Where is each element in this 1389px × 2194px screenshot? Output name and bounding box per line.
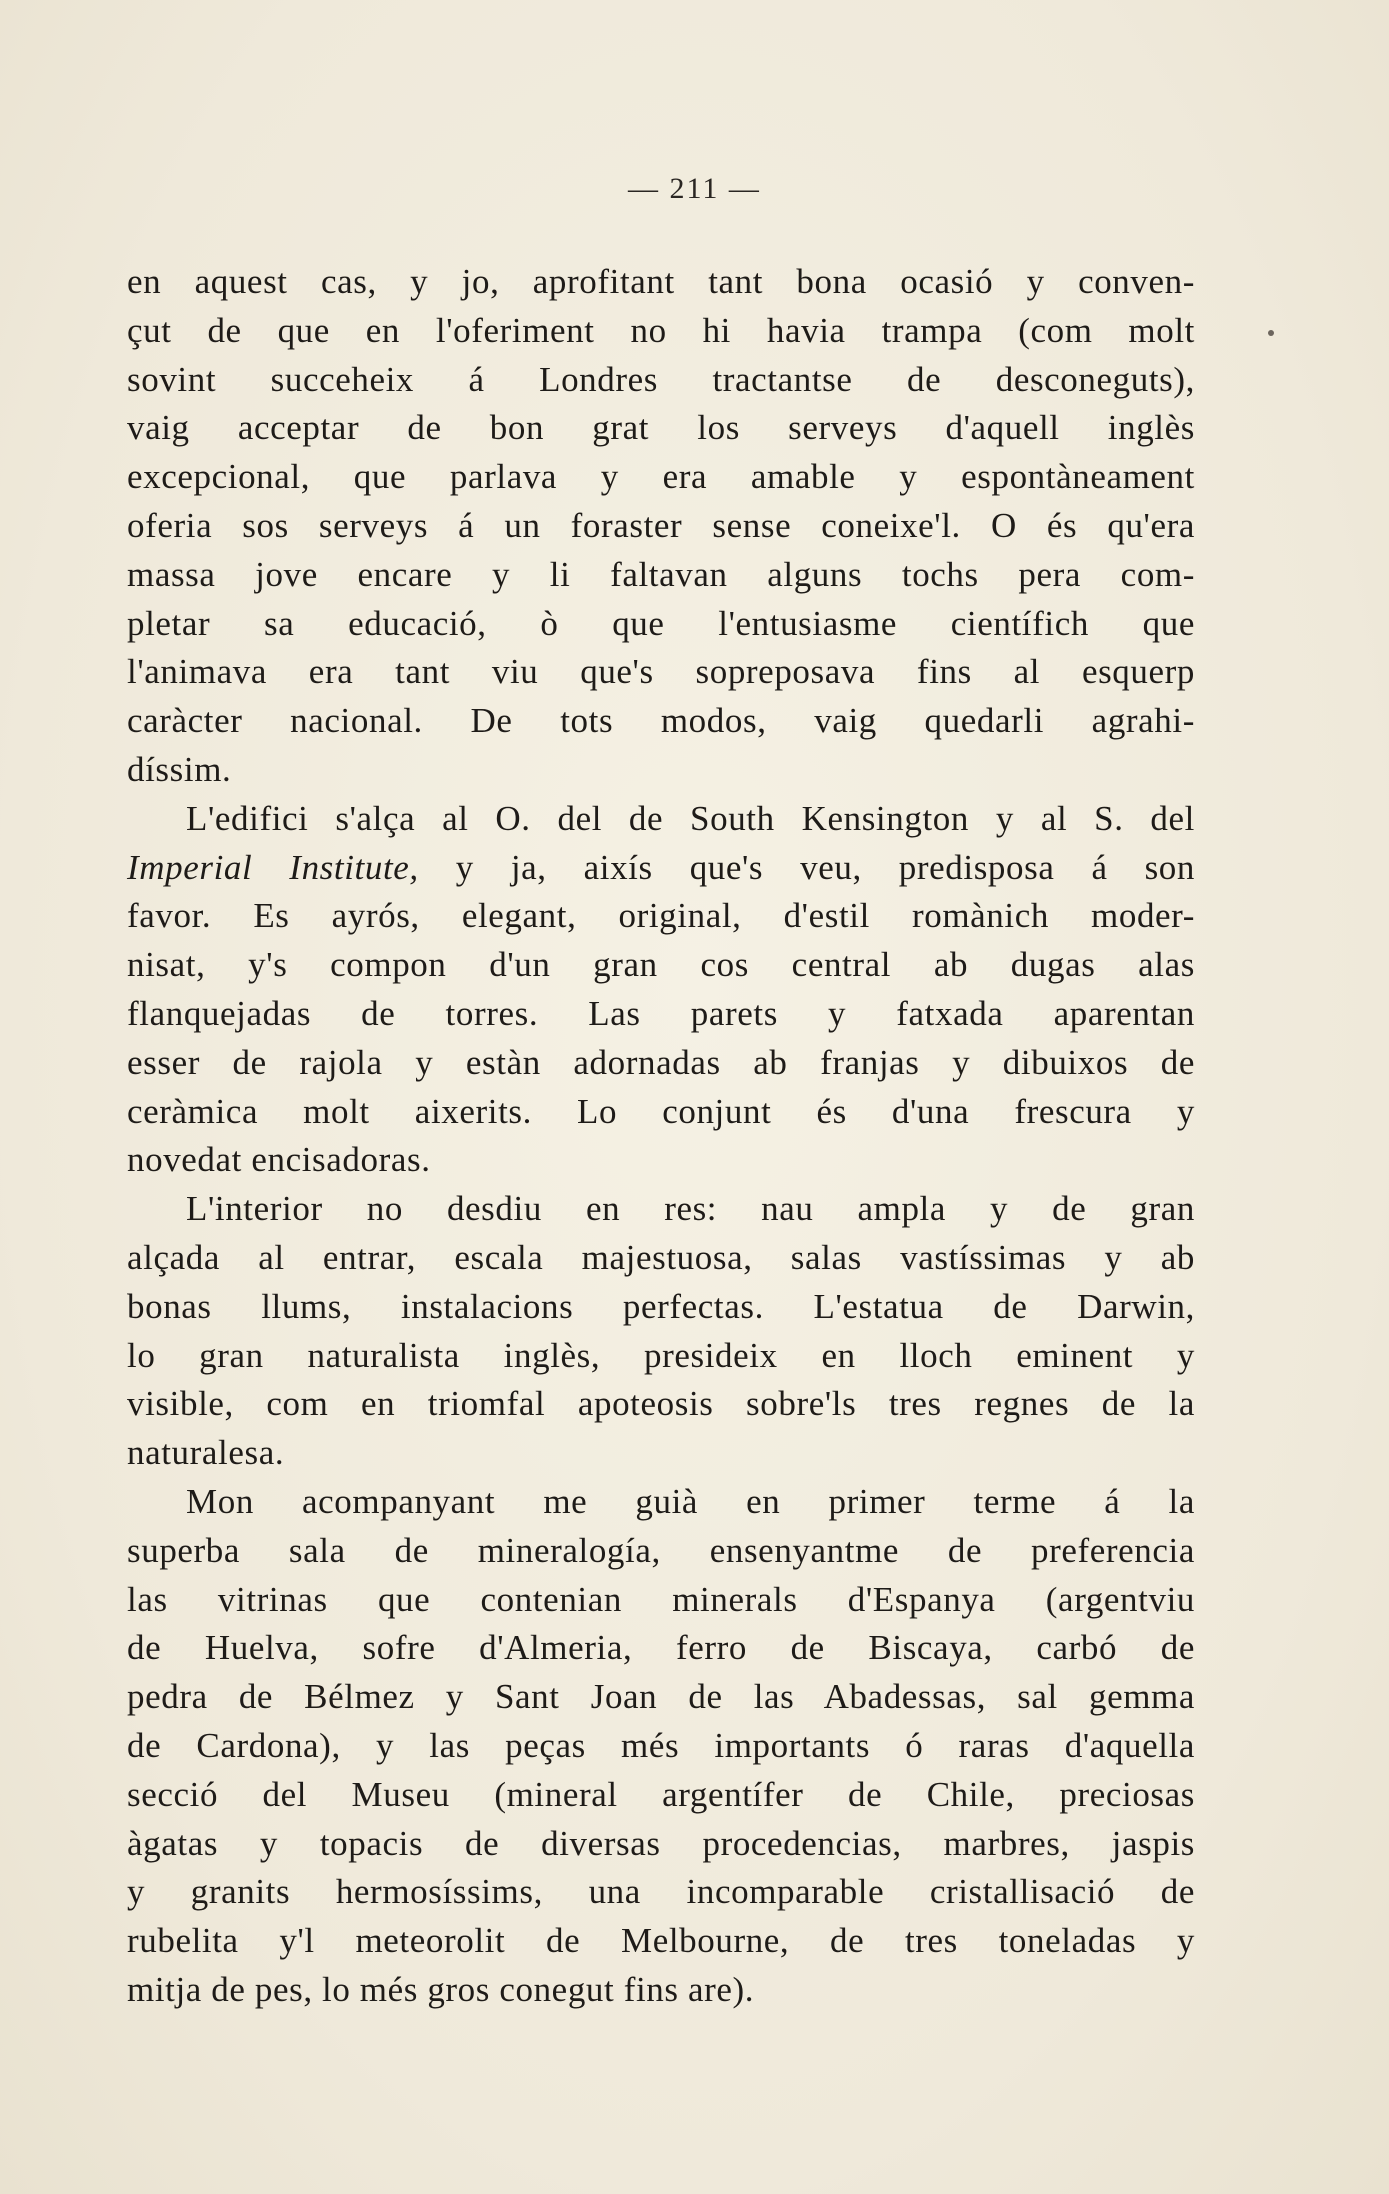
- text-line: [127, 1868, 1195, 1917]
- text-line: [127, 502, 1195, 551]
- line-text: pletar sa educació, ò que l'entusiasme científich que: [127, 603, 1195, 643]
- text-line: [127, 1966, 1195, 2015]
- text-line: [127, 1234, 1195, 1283]
- text-line: [127, 1380, 1195, 1429]
- text-line: [127, 1771, 1195, 1820]
- paragraph: [127, 1185, 1195, 1478]
- text-line: [127, 404, 1195, 453]
- line-text: l'animava era tant viu que's sopreposava fins al esquerp: [127, 652, 1195, 692]
- line-text: massa jove encare y li faltavan alguns tochs pera com-: [127, 554, 1195, 594]
- text-line: [127, 1185, 1195, 1234]
- text-line: [127, 258, 1195, 307]
- line-text: esser de rajola y estàn adornadas ab franjas y dibuixos de: [127, 1042, 1195, 1082]
- line-text: díssim.: [127, 749, 232, 789]
- text-line: [127, 1527, 1195, 1576]
- text-line: [127, 1624, 1195, 1673]
- paragraph: [127, 1478, 1195, 2015]
- text-line: [127, 1917, 1195, 1966]
- text-line: [127, 1088, 1195, 1137]
- text-line: [127, 941, 1195, 990]
- paragraph: [127, 795, 1195, 1185]
- text-line: [127, 307, 1195, 356]
- body-text: [127, 258, 1195, 2015]
- line-text: rubelita y'l meteorolit de Melbourne, de tres toneladas y: [127, 1921, 1195, 1961]
- line-text: vaig acceptar de bon grat los serveys d'aquell inglès: [127, 408, 1195, 448]
- line-text: y granits hermosíssims, una incomparable cristallisació de: [127, 1872, 1195, 1912]
- line-text: Mon acompanyant me guià en primer terme á la: [186, 1481, 1195, 1521]
- line-text: L'edifici s'alça al O. del de South Kensington y al S. del: [186, 798, 1195, 838]
- line-text: caràcter nacional. De tots modos, vaig quedarli agrahi-: [127, 701, 1195, 741]
- text-line: [127, 1136, 1195, 1185]
- text-line: [127, 600, 1195, 649]
- margin-mark: [1268, 330, 1274, 336]
- line-text: sovint succeheix á Londres tractantse de desconeguts),: [127, 359, 1195, 399]
- text-line: [127, 453, 1195, 502]
- paragraph: [127, 258, 1195, 795]
- line-text: de Cardona), y las peças més importants ó raras d'aquella: [127, 1725, 1195, 1765]
- text-line: [127, 1332, 1195, 1381]
- line-text: favor. Es ayrós, elegant, original, d'estil romànich moder-: [127, 896, 1195, 936]
- line-text: lo gran naturalista inglès, presideix en lloch eminent y: [127, 1335, 1195, 1375]
- text-line: [127, 892, 1195, 941]
- line-text: bonas llums, instalacions perfectas. L'estatua de Darwin,: [127, 1286, 1195, 1326]
- line-text: excepcional, que parlava y era amable y espontàneament: [127, 457, 1195, 497]
- text-line: [127, 1478, 1195, 1527]
- text-line: [127, 990, 1195, 1039]
- line-text: secció del Museu (mineral argentífer de Chile, preciosas: [127, 1774, 1195, 1814]
- text-line: [127, 1820, 1195, 1869]
- italic-title: Imperial Institute,: [127, 847, 419, 887]
- text-line: [127, 844, 1195, 893]
- text-line: [127, 1576, 1195, 1625]
- line-text: novedat encisadoras.: [127, 1140, 431, 1180]
- line-text: mitja de pes, lo més gros conegut fins are).: [127, 1969, 755, 2009]
- line-text: àgatas y topacis de diversas procedencias, marbres, jaspis: [127, 1823, 1195, 1863]
- text-line: [127, 1283, 1195, 1332]
- line-text: superba sala de mineralogía, ensenyantme de preferencia: [127, 1530, 1195, 1570]
- text-line: [127, 648, 1195, 697]
- line-text: L'interior no desdiu en res: nau ampla y de gran: [186, 1189, 1195, 1229]
- line-text: flanquejadas de torres. Las parets y fatxada aparentan: [127, 993, 1195, 1033]
- page-number: — 211 —: [628, 172, 761, 205]
- text-line: [127, 746, 1195, 795]
- line-text: alçada al entrar, escala majestuosa, salas vastíssimas y ab: [127, 1237, 1195, 1277]
- text-line: [127, 551, 1195, 600]
- line-text: en aquest cas, y jo, aprofitant tant bona ocasió y conven-: [127, 262, 1195, 301]
- text-line: [127, 1673, 1195, 1722]
- line-text: y ja, aixís que's veu, predisposa á son: [418, 847, 1195, 887]
- text-line: [127, 697, 1195, 746]
- line-text: de Huelva, sofre d'Almeria, ferro de Biscaya, carbó de: [127, 1628, 1195, 1668]
- text-line: [127, 356, 1195, 405]
- line-text: ceràmica molt aixerits. Lo conjunt és d'una frescura y: [127, 1091, 1195, 1131]
- text-line: [127, 1429, 1195, 1478]
- line-text: pedra de Bélmez y Sant Joan de las Abadessas, sal gemma: [127, 1677, 1195, 1717]
- line-text: nisat, y's compon d'un gran cos central ab dugas alas: [127, 945, 1195, 985]
- line-text: naturalesa.: [127, 1433, 285, 1473]
- text-line: [127, 1722, 1195, 1771]
- line-text: oferia sos serveys á un foraster sense coneixe'l. O és qu'era: [127, 505, 1195, 545]
- text-line: [127, 795, 1195, 844]
- line-text: visible, com en triomfal apoteosis sobre'ls tres regnes de la: [127, 1384, 1195, 1424]
- line-text: çut de que en l'oferiment no hi havia trampa (com molt: [127, 310, 1195, 350]
- line-text: las vitrinas que contenian minerals d'Espanya (argentviu: [127, 1579, 1195, 1619]
- text-line: [127, 1039, 1195, 1088]
